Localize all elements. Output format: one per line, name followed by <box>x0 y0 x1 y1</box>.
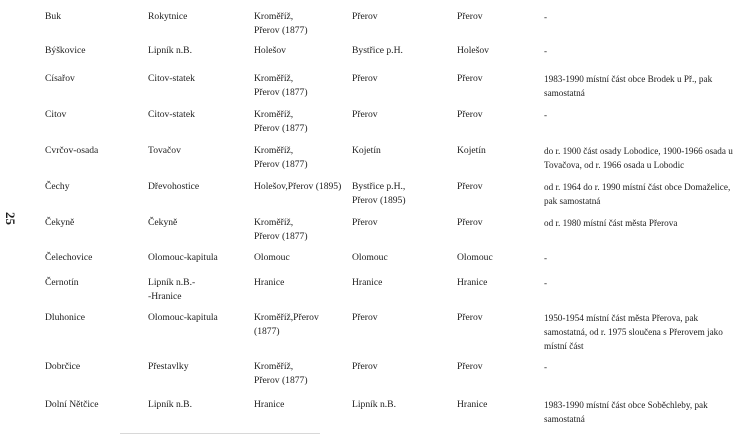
municipality-name: Čechy <box>45 181 70 192</box>
note: - <box>544 278 548 288</box>
estate: Rokytnice <box>148 11 188 22</box>
municipality-name: Císařov <box>45 73 75 84</box>
district: Přerov <box>457 73 483 84</box>
estate: Citov-statek <box>148 73 195 84</box>
political-district: Olomouc <box>254 252 290 263</box>
district: Přerov <box>457 312 483 323</box>
judicial-district: Přerov <box>352 312 378 323</box>
political-district: Holešov,Přerov (1895) <box>254 181 342 192</box>
judicial-district: Přerov <box>352 11 378 22</box>
judicial-district: Přerov <box>352 109 378 120</box>
note: - <box>544 12 548 22</box>
note: 1983-1990 místní část obce Soběchleby, pak samostatná <box>544 400 708 424</box>
estate: Dřevohostice <box>148 181 200 192</box>
district: Přerov <box>457 11 483 22</box>
district: Přerov <box>457 217 483 228</box>
estate: Olomouc-kapitula <box>148 252 218 263</box>
district: Kojetín <box>457 145 486 156</box>
note: - <box>544 46 548 56</box>
political-district: Kroměříž,Přerov (1877) <box>254 312 319 337</box>
district: Holešov <box>457 45 489 56</box>
municipality-name: Citov <box>45 109 67 120</box>
note: od r. 1980 místní část města Přerova <box>544 218 678 228</box>
note: 1950-1954 místní část města Přerova, pak samostatná, od r. 1975 sloučena s Přerovem jako místní část <box>544 313 723 351</box>
district: Hranice <box>457 277 488 288</box>
judicial-district: Přerov <box>352 73 378 84</box>
political-district: Kroměříž, Přerov (1877) <box>254 73 308 98</box>
judicial-district: Bystřice p.H. <box>352 45 403 56</box>
political-district: Kroměříž, Přerov (1877) <box>254 361 308 386</box>
note: - <box>544 362 548 372</box>
note: - <box>544 253 548 263</box>
estate: Lipník n.B. <box>148 399 192 410</box>
district: Přerov <box>457 181 483 192</box>
municipality-name: Býškovice <box>45 45 86 56</box>
estate: Přestavlky <box>148 361 189 372</box>
municipality-name: Dolní Nětčice <box>45 399 99 410</box>
estate: Lipník n.B.- -Hranice <box>148 277 196 302</box>
political-district: Holešov <box>254 45 286 56</box>
political-district: Hranice <box>254 399 285 410</box>
estate: Tovačov <box>148 145 181 156</box>
political-district: Kroměříž, Přerov (1877) <box>254 11 308 36</box>
political-district: Kroměříž, Přerov (1877) <box>254 217 308 242</box>
municipality-name: Černotín <box>45 277 79 288</box>
political-district: Kroměříž, Přerov (1877) <box>254 109 308 134</box>
district: Hranice <box>457 399 488 410</box>
political-district: Kroměříž, Přerov (1877) <box>254 145 308 170</box>
note: 1983-1990 místní část obce Brodek u Př., pak samostatná <box>544 74 713 98</box>
estate: Čekyně <box>148 217 178 228</box>
municipality-name: Cvrčov-osada <box>45 145 99 156</box>
municipality-name: Buk <box>45 11 61 22</box>
estate: Olomouc-kapitula <box>148 312 218 323</box>
judicial-district: Hranice <box>352 277 383 288</box>
judicial-district: Bystřice p.H., Přerov (1895) <box>352 181 406 206</box>
political-district: Hranice <box>254 277 285 288</box>
municipality-name: Čekyně <box>45 217 75 228</box>
district: Olomouc <box>457 252 493 263</box>
municipality-name: Čelechovice <box>45 252 93 263</box>
estate: Citov-statek <box>148 109 195 120</box>
page-number: 25 <box>3 212 18 225</box>
note: od r. 1964 do r. 1990 místní část obce Domaželice, pak samostatná <box>544 182 731 206</box>
district: Přerov <box>457 109 483 120</box>
judicial-district: Přerov <box>352 361 378 372</box>
note: - <box>544 110 548 120</box>
judicial-district: Přerov <box>352 217 378 228</box>
note: do r. 1900 část osady Lobodice, 1900-1966 osada u Tovačova, od r. 1966 osada u Lobodic <box>544 146 733 170</box>
judicial-district: Olomouc <box>352 252 388 263</box>
estate: Lipník n.B. <box>148 45 192 56</box>
scan-artifact <box>120 433 320 434</box>
judicial-district: Kojetín <box>352 145 381 156</box>
municipality-name: Dluhonice <box>45 312 85 323</box>
municipality-name: Dobrčice <box>45 361 81 372</box>
district: Přerov <box>457 361 483 372</box>
judicial-district: Lipník n.B. <box>352 399 396 410</box>
